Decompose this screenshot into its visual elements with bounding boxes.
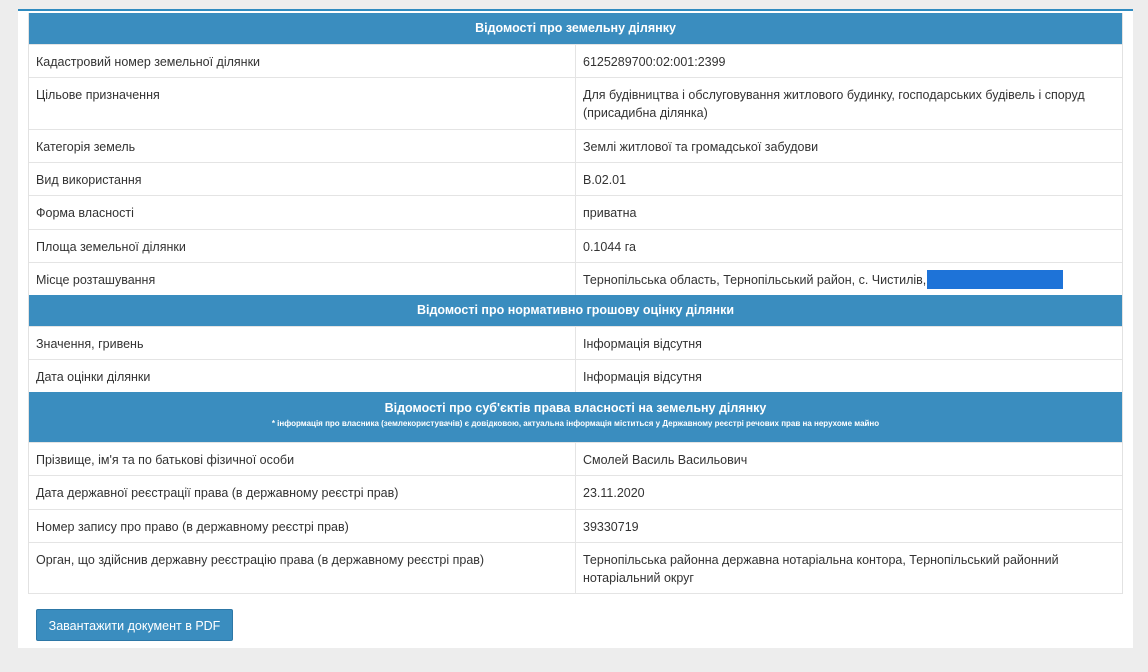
table-row (29, 129, 1122, 162)
valuation-date-value: Інформація відсутня (583, 370, 702, 384)
purpose-label: Цільове призначення (29, 78, 576, 129)
owner-name-label: Прізвище, ім'я та по батькові фізичної особи (29, 443, 576, 475)
cadastral-number-value: 6125289700:02:001:2399 (583, 55, 726, 69)
ownership-form-value: приватна (583, 206, 637, 220)
table-row (29, 229, 1122, 262)
land-info-panel (18, 9, 1133, 648)
table-row (29, 442, 1122, 475)
table-row (29, 509, 1122, 542)
ownership-form-label: Форма власності (29, 196, 576, 229)
download-pdf-button[interactable]: Завантажити документ в PDF (36, 609, 233, 641)
registration-date-value: 23.11.2020 (583, 486, 645, 500)
area-value: 0.1044 га (583, 240, 636, 254)
registration-date-label: Дата державної реєстрації права (в державному реєстрі прав) (29, 476, 576, 509)
valuation-amount-value: Інформація відсутня (583, 337, 702, 351)
table-row (29, 195, 1122, 229)
land-plot-section-header (29, 13, 1122, 44)
cadastral-number-label: Кадастровий номер земельної ділянки (29, 45, 576, 77)
purpose-value: Для будівництва і обслуговування житлового будинку, господарських будівель і споруд (присадибна ділянка) (583, 88, 1085, 120)
valuation-date-label: Дата оцінки ділянки (29, 360, 576, 392)
redaction-block (927, 270, 1063, 289)
table-row (29, 542, 1122, 594)
valuation-section-header (29, 295, 1122, 326)
table-row (29, 44, 1122, 77)
ownership-section-note: * інформація про власника (землекористувачів) є довідковою, актуальна інформація міститься у Державному реєстрі речових прав на нерухоме майно (271, 419, 880, 428)
table-row (29, 359, 1122, 392)
ownership-section-header (29, 392, 1122, 442)
land-plot-section-title: Відомості про земельну ділянку (475, 21, 676, 35)
location-cell (576, 263, 1122, 295)
usage-type-label: Вид використання (29, 163, 576, 195)
usage-type-value: В.02.01 (583, 173, 627, 187)
ownership-section-title: Відомості про суб'єктів права власності на земельну ділянку (384, 401, 767, 415)
valuation-amount-label: Значення, гривень (29, 327, 576, 359)
record-number-value: 39330719 (583, 520, 639, 534)
area-label: Площа земельної ділянки (29, 230, 576, 262)
table-row (29, 162, 1122, 195)
table-row (29, 475, 1122, 509)
owner-name-value: Смолей Василь Васильович (583, 453, 748, 467)
valuation-section-title: Відомості про нормативно грошову оцінку ділянки (416, 303, 735, 317)
record-number-label: Номер запису про право (в державному реєстрі прав) (29, 510, 576, 542)
land-category-label: Категорія земель (29, 130, 576, 162)
registration-authority-value: Тернопільська районна державна нотаріальна контора, Тернопільський районний нотаріальний округ (583, 553, 1059, 585)
table-row (29, 77, 1122, 129)
registration-authority-label: Орган, що здійснив державну реєстрацію права (в державному реєстрі прав) (29, 543, 576, 593)
land-info-table (28, 13, 1123, 594)
location-value: Тернопільська область, Тернопільський район, с. Чистилів, (583, 273, 927, 287)
table-row (29, 262, 1122, 295)
location-label: Місце розташування (29, 263, 576, 295)
table-row (29, 326, 1122, 359)
land-category-value: Землі житлової та громадської забудови (583, 140, 819, 154)
